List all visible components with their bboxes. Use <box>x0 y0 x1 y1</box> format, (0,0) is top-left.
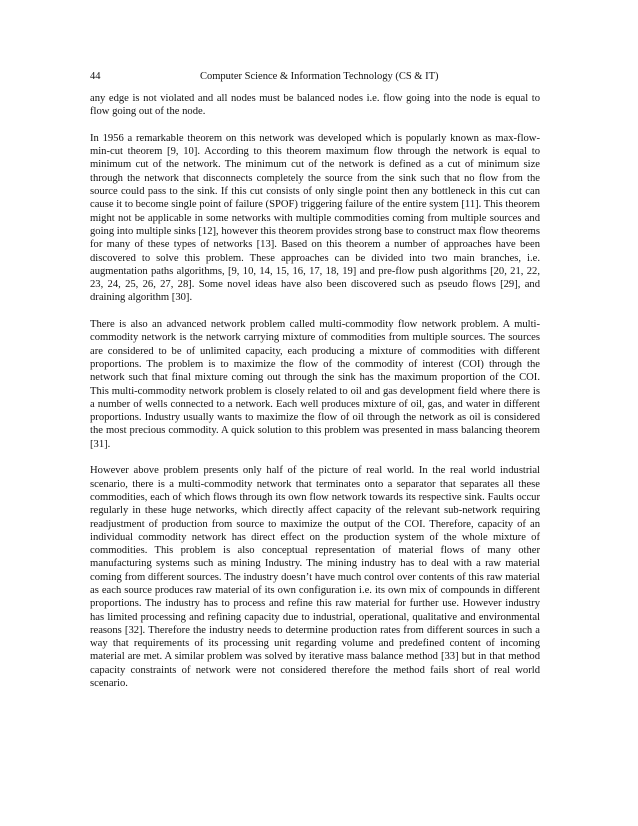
paragraph-max-flow-min-cut: In 1956 a remarkable theorem on this network was developed which is popularly known as max-flow-min-cut theorem [9, 10]. According to this theorem maximum flow through the network is equal to minimum cut of the network. The minimum cut of the network is defined as a cut of minimum size through the network that disconnects completely the source from the sink such that no flow from the source could pass to the sink. If this cut consists of only single point then any bottleneck in this cut can cause it to become single point of failure (SPOF) triggering failure of the entire system [11]. This theorem might not be applicable in some networks with multiple commodities coming from multiple sources and going into multiple sinks [12], however this theorem provides strong base to construct max flow theorems for many of these types of networks [13]. Based on this theorem a number of approaches have been discovered to solve this problem. These approaches can be divided into two main branches, i.e. augmentation paths algorithms, [9, 10, 14, 15, 16, 17, 18, 19] and pre-flow push algorithms [20, 21, 22, 23, 24, 25, 26, 27, 28]. Some novel ideas have also been discovered such as pseudo flows [29], and draining algorithm [30]. <box>90 132 540 304</box>
page-number: 44 <box>90 71 101 82</box>
body-text <box>90 92 540 690</box>
running-header <box>90 70 550 84</box>
paragraph-continuation: any edge is not violated and all nodes must be balanced nodes i.e. flow going into the node is equal to flow going out of the node. <box>90 93 540 118</box>
paragraph-multi-commodity: There is also an advanced network problem called multi-commodity flow network problem. A multi-commodity network is the network carrying mixture of commodities from multiple sources. The sources are considered to be of unlimited capacity, each producing a mixture of commodities with different proportions. The problem is to maximize the flow of the commodity of interest (COI) through the network such that final mixture coming out through the sink has the maximum proportion of the COI. This multi-commodity network problem is closely related to oil and gas development field where there is a number of wells connected to a network. Each well produces mixture of oil, gas, and water in different proportions. Industry usually wants to maximize the flow of oil through the network as oil is considered the most precious commodity. A quick solution to this problem was presented in mass balancing theorem [31]. <box>90 319 540 450</box>
paragraph-real-world: However above problem presents only half of the picture of real world. In the real world industrial scenario, there is a multi-commodity network that terminates onto a separator that separates all these commodities, each of which flows through its own flow network towards its respective sink. Faults occur regularly in these huge networks, which directly affect capacity of the relevant sub-network requiring readjustment of production from source to maximize the output of the COI. Therefore, capacity of an individual commodity network has direct effect on the production system of the whole mixture of commodities. This problem is also conceptual representation of material flows of many other manufacturing systems such as mining Industry. The mining industry has to deal with a raw material coming from different sources. The industry doesn’t have much control over contents of this raw material as each source produces raw material of its own configuration i.e. its own mix of compounds in different proportions. The industry has to process and refine this raw material for further use. However industry has limited processing and refining capacity due to industrial, operational, qualitative and environmental reasons [32]. Therefore the industry needs to determine production rates from different sources in such a way that requirements of its processing unit regarding volume and predefined content of incoming material are met. A similar problem was solved by iterative mass balance method [33] but in that method capacity constraints of network were not considered therefore the method fails short of real world scenario. <box>90 465 540 690</box>
journal-title: Computer Science & Information Technology (CS & IT) <box>200 71 439 82</box>
